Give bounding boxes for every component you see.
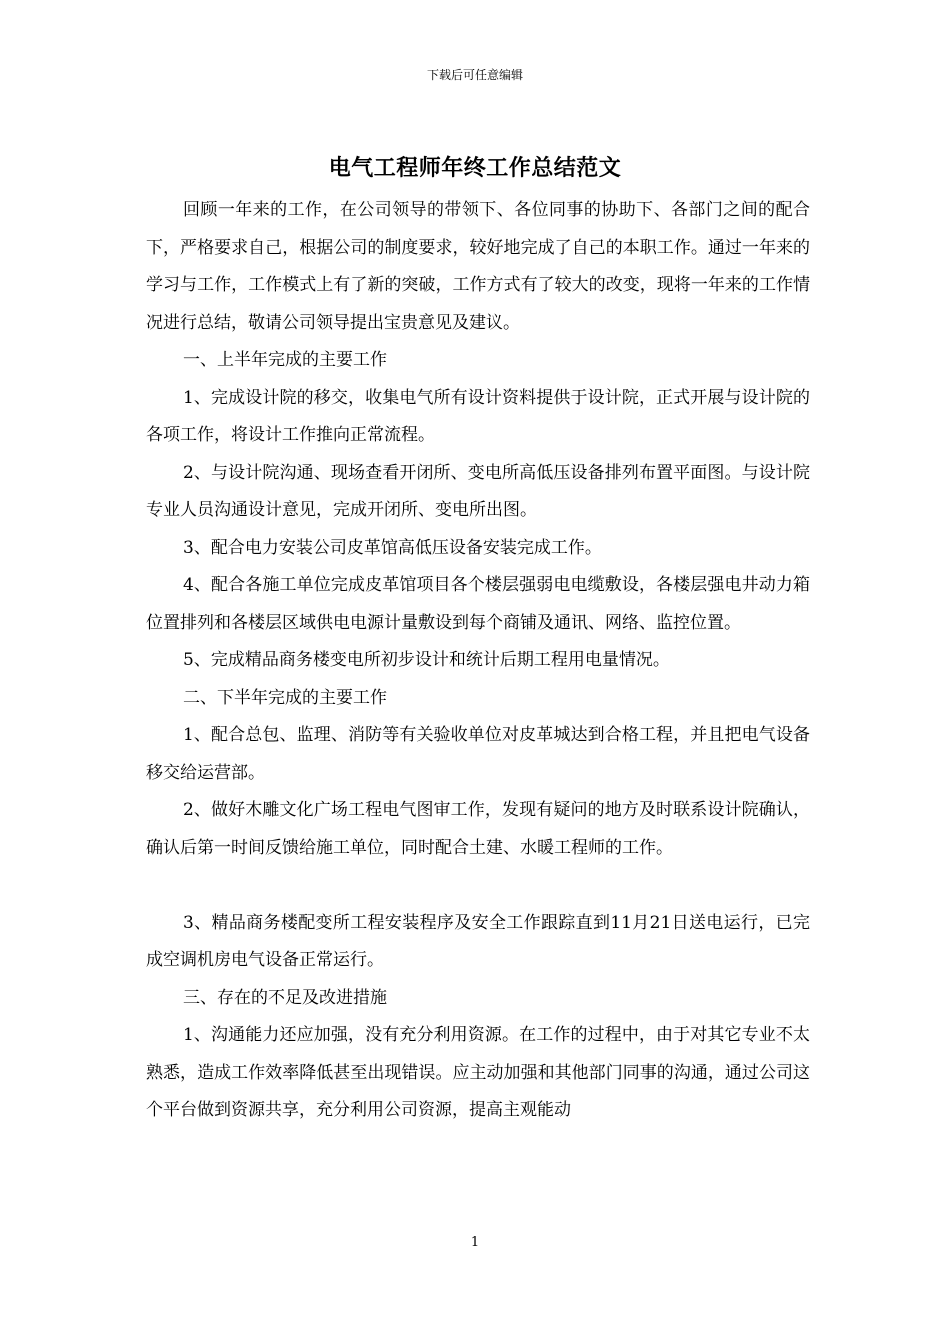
document-title: 电气工程师年终工作总结范文 xyxy=(328,155,622,181)
section-heading-first-half: 一、上半年完成的主要工作 xyxy=(183,350,387,370)
list-item: 2、与设计院沟通、现场查看开闭所、变电所高低压设备排列布置平面图。与设计院专业人员沟通设计意见，完成开闭所、变电所出图。 xyxy=(146,462,810,520)
list-item: 1、沟通能力还应加强，没有充分利用资源。在工作的过程中，由于对其它专业不太熟悉，造成工作效率降低甚至出现错误。应主动加强和其他部门同事的沟通，通过公司这个平台做到资源共享，充分利用公司资源，提高主观能动 xyxy=(146,1025,810,1120)
page-header: 下载后可任意编辑 xyxy=(426,68,523,82)
list-item: 1、配合总包、监理、消防等有关验收单位对皮革城达到合格工程，并且把电气设备移交给运营部。 xyxy=(146,725,810,783)
list-item: 2、做好木雕文化广场工程电气图审工作，发现有疑问的地方及时联系设计院确认，确认后第一时间反馈给施工单位，同时配合土建、水暖工程师的工作。 xyxy=(146,800,810,858)
section-heading-second-half: 二、下半年完成的主要工作 xyxy=(183,687,387,708)
section-heading-shortcomings: 三、存在的不足及改进措施 xyxy=(183,987,387,1008)
document-body xyxy=(146,192,810,1130)
list-item: 1、完成设计院的移交，收集电气所有设计资料提供于设计院，正式开展与设计院的各项工作，将设计工作推向正常流程。 xyxy=(146,387,810,445)
list-item: 4、配合各施工单位完成皮革馆项目各个楼层强弱电电缆敷设，各楼层强电井动力箱位置排列和各楼层区域供电电源计量敷设到每个商铺及通讯、网络、监控位置。 xyxy=(146,575,810,633)
list-item: 5、完成精品商务楼变电所初步设计和统计后期工程用电量情况。 xyxy=(183,650,670,670)
page-number: 1 xyxy=(470,1235,480,1250)
intro-paragraph: 回顾一年来的工作，在公司领导的带领下、各位同事的协助下、各部门之间的配合下，严格要求自己，根据公司的制度要求，较好地完成了自己的本职工作。通过一年来的学习与工作，工作模式上有了新的突破，工作方式有了较大的改变，现将一年来的工作情况进行总结，敬请公司领导提出宝贵意见及建议。 xyxy=(146,200,810,333)
list-item: 3、配合电力安装公司皮革馆高低压设备安装完成工作。 xyxy=(183,537,602,558)
list-item: 3、精品商务楼配变所工程安装程序及安全工作跟踪直到11月21日送电运行，已完成空调机房电气设备正常运行。 xyxy=(146,912,810,970)
